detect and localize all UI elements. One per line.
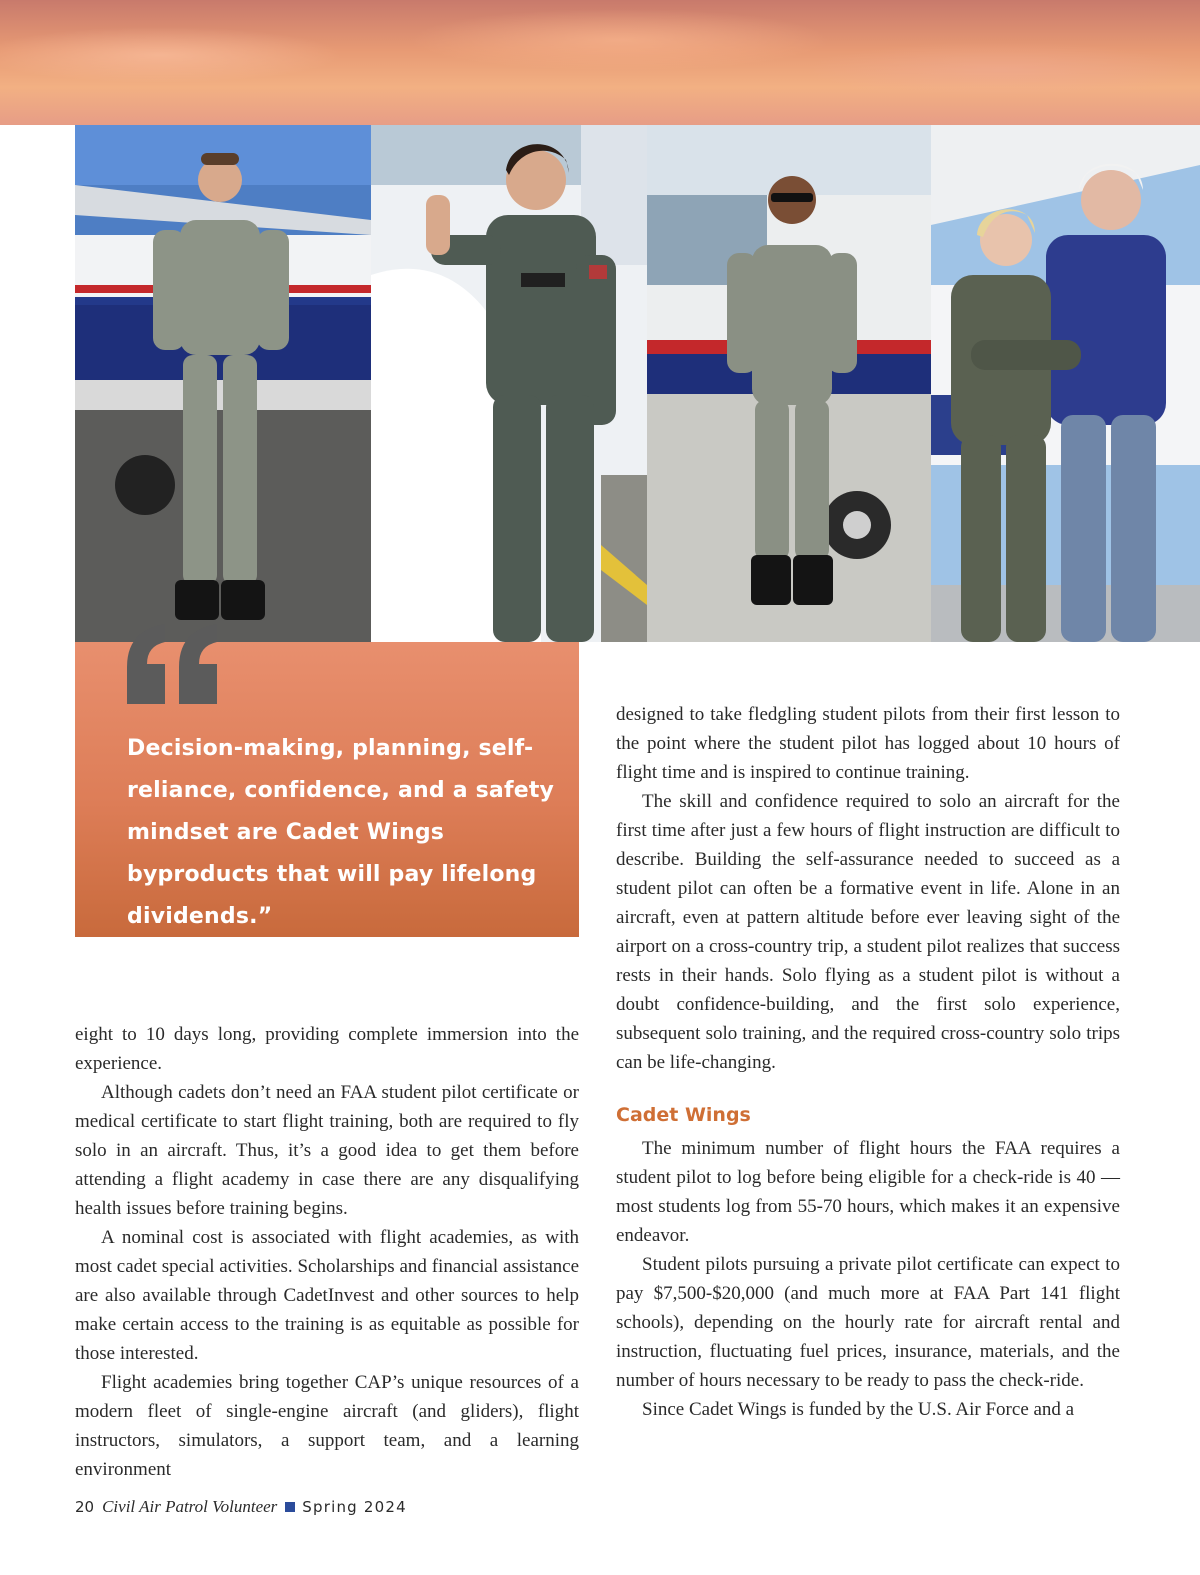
open-quote-mark-icon	[125, 622, 225, 704]
article-column-right-bottom	[616, 1134, 1120, 1424]
pull-quote-box	[75, 642, 579, 937]
page-footer	[75, 1497, 407, 1517]
paragraph: Although cadets don’t need an FAA student pilot certificate or medical certificate to start flight training, both are required to fly solo in an aircraft. Thus, it’s a good idea to get them before attending a flight academy in case there are any disqualifying health issues before training begins.	[75, 1082, 579, 1219]
pull-quote-text: Decision-making, planning, self-reliance, confidence, and a safety mindset are Cadet Wings byproducts that will pay lifelong dividends.”	[127, 736, 555, 929]
article-column-right-top	[616, 700, 1120, 1077]
cadet-photo-strip	[75, 125, 1200, 642]
paragraph: Since Cadet Wings is funded by the U.S. Air Force and a	[642, 1399, 1075, 1420]
photo-cadet-sunglasses-aircraft	[647, 125, 931, 642]
paragraph: designed to take fledgling student pilots from their first lesson to the point where the student pilot has logged about 10 hours of flight time and is inspired to continue training.	[616, 704, 1120, 783]
sunset-sky-banner	[0, 0, 1200, 125]
square-bullet-icon	[285, 1502, 295, 1512]
paragraph: Flight academies bring together CAP’s unique resources of a modern fleet of single-engine aircraft (and gliders), flight instructors, simulators, a support team, and a learning environment	[75, 1372, 579, 1480]
paragraph: The skill and confidence required to solo an aircraft for the first time after just a few hours of flight instruction are difficult to describe. Building the self-assurance needed to succeed as a student pilot can often be a formative event in life. Alone in an aircraft, even at pattern altitude before ever leaving sight of the airport on a cross-country trip, a student pilot realizes that success rests in their hands. Solo flying as a student pilot is without a doubt confidence-building, and the first solo experience, subsequent solo training, and the required cross-country solo trips can be life-changing.	[616, 791, 1120, 1073]
page-number: 20	[75, 1498, 95, 1516]
article-column-left	[75, 1020, 579, 1484]
photo-cadet-with-instructor	[931, 125, 1200, 642]
paragraph: The minimum number of flight hours the FAA requires a student pilot to log before being eligible for a check-ride is 40 — most students log from 55-70 hours, which makes it an expensive endeavor.	[616, 1138, 1120, 1246]
paragraph: Student pilots pursuing a private pilot certificate can expect to pay $7,500-$20,000 (and much more at FAA Part 141 flight schools), depending on the hourly rate for aircraft rental and instruction, fluctuating fuel prices, insurance, materials, and the number of hours necessary to be ready to pass the check-ride.	[616, 1254, 1120, 1391]
photo-cadet-flight-suit-thumbs-up	[371, 125, 647, 642]
magazine-title: Civil Air Patrol Volunteer	[102, 1497, 278, 1516]
photo-cadet-abu-uniform	[75, 125, 371, 642]
paragraph: A nominal cost is associated with flight academies, as with most cadet special activities. Scholarships and financial assistance are also available through CadetInvest and other sources to help make certain access to the training is as equitable as possible for those interested.	[75, 1227, 579, 1364]
paragraph: eight to 10 days long, providing complete immersion into the experience.	[75, 1024, 579, 1074]
section-heading-cadet-wings: Cadet Wings	[616, 1104, 751, 1126]
issue-season: Spring 2024	[302, 1498, 407, 1516]
